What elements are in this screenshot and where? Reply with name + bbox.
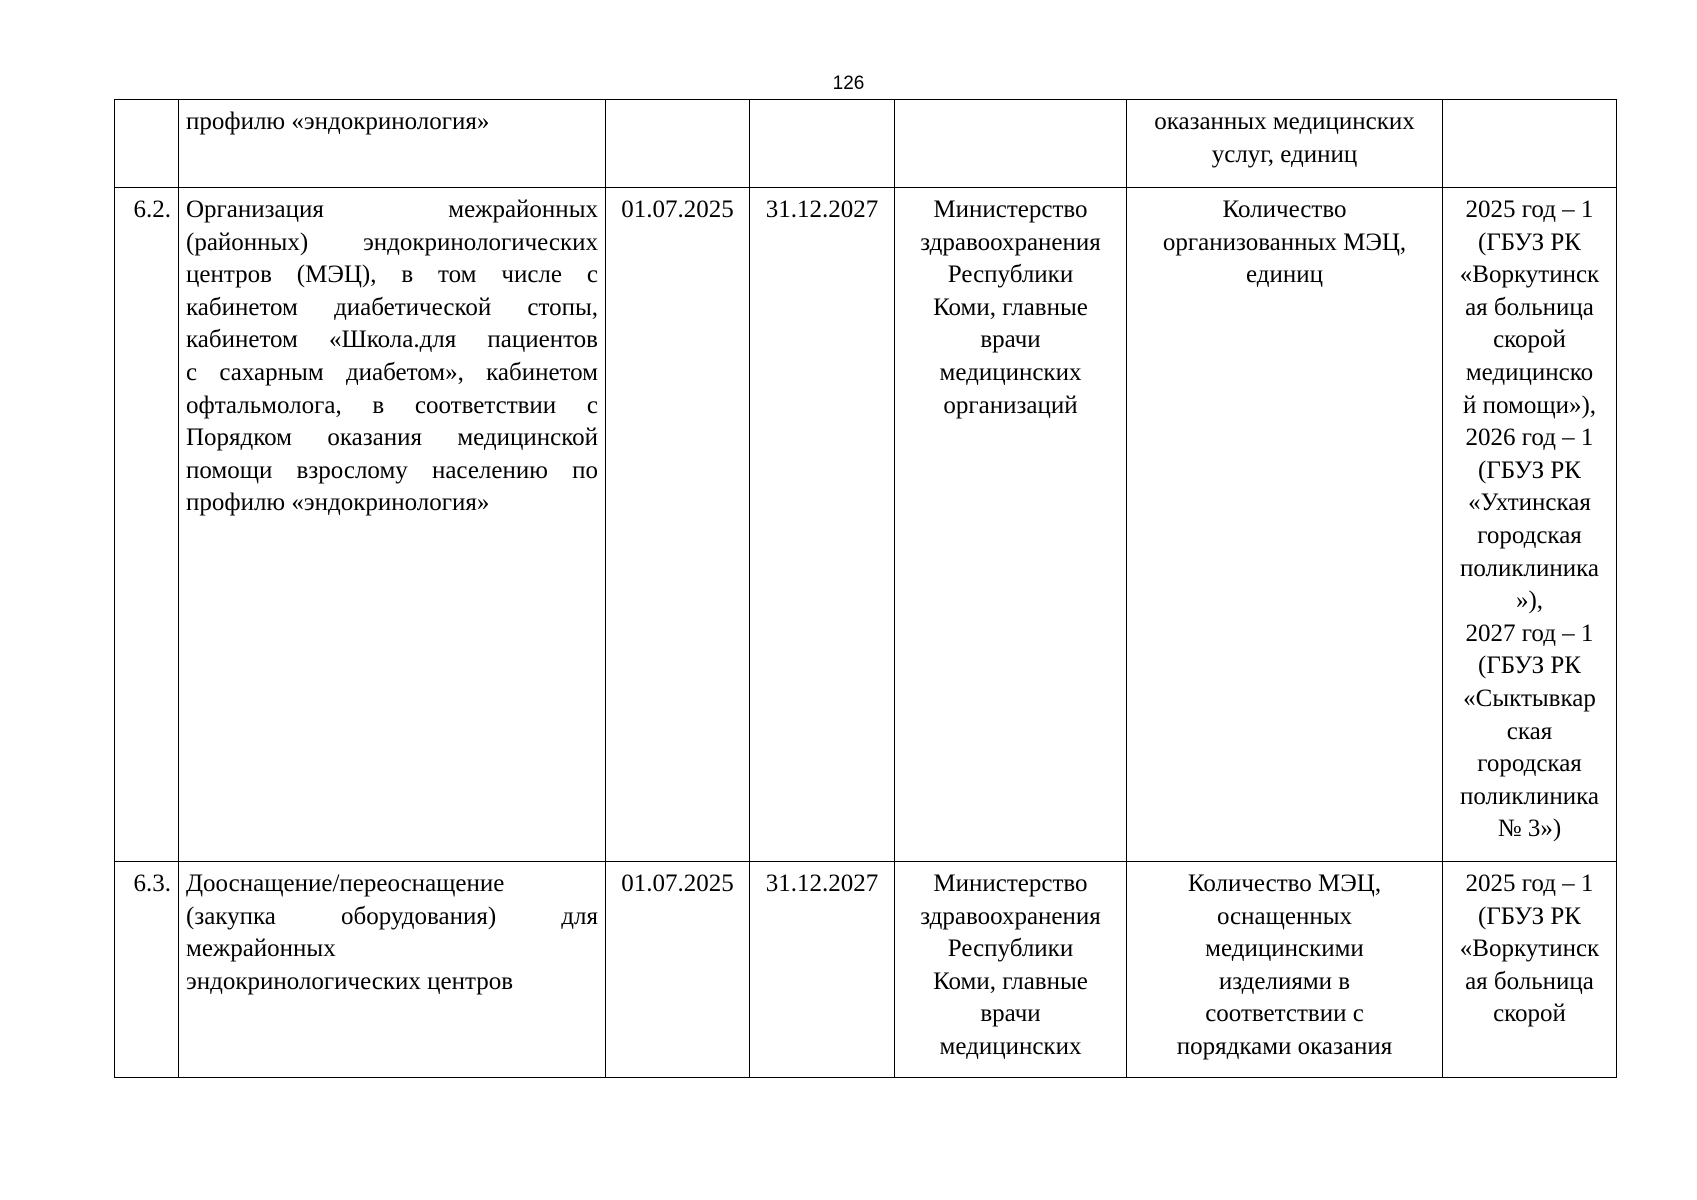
result-line: (ГБУЗ РК	[1478, 228, 1581, 256]
result-line: «Ухтинская	[1468, 489, 1591, 517]
start-date: 01.07.2025	[606, 862, 750, 1078]
indicator-line: соответствии с	[1205, 1000, 1364, 1028]
result-line: ая больница	[1465, 293, 1594, 321]
responsible-line: организаций	[943, 391, 1078, 419]
result	[1443, 188, 1617, 862]
responsible-line: Республики	[947, 935, 1074, 963]
responsible-line: здравоохранения	[920, 228, 1101, 256]
activity-name	[179, 188, 606, 862]
responsible-line: врачи	[980, 1000, 1041, 1028]
result-line: № 3»)	[1497, 815, 1562, 843]
indicator-line: оснащенных	[1216, 902, 1353, 930]
indicator-line: оказанных медицинских	[1154, 108, 1415, 135]
result-line: 2025 год – 1	[1465, 196, 1594, 223]
responsible	[895, 100, 1127, 188]
indicator	[1127, 862, 1443, 1078]
responsible-line: Министерство	[933, 196, 1088, 223]
result-line: скорой	[1493, 1000, 1566, 1028]
result-line: (ГБУЗ РК	[1478, 456, 1581, 484]
activity-name-line: кабинетом «Школа.для пациентов	[186, 326, 598, 354]
indicator-line: порядками оказания	[1176, 1032, 1393, 1060]
indicator-line: Количество МЭЦ,	[1187, 870, 1382, 897]
result	[1443, 100, 1617, 188]
activity-name-line: межрайонных	[186, 935, 336, 963]
responsible-line: здравоохранения	[920, 902, 1101, 930]
row-number: 6.2.	[115, 188, 179, 862]
activity-name-line: с сахарным диабетом», кабинетом	[186, 358, 598, 386]
result-line: поликлиника	[1459, 782, 1600, 810]
activity-name	[179, 862, 606, 1078]
activity-name-line: помощи взрослому населению по	[186, 456, 598, 484]
result-line: ская	[1506, 717, 1553, 745]
responsible-line: Коми, главные	[933, 967, 1088, 995]
result-line: ая больница	[1465, 967, 1594, 995]
activity-name-line: центров (МЭЦ), в том числе с	[186, 261, 598, 289]
end-date: 31.12.2027	[750, 188, 895, 862]
result-line: 2027 год – 1	[1465, 619, 1594, 647]
table-row	[115, 188, 1617, 862]
result-line: (ГБУЗ РК	[1478, 652, 1581, 680]
activity-name-line: (районных) эндокринологических	[186, 228, 598, 256]
page-number: 126	[832, 73, 865, 94]
responsible-line: врачи	[980, 326, 1041, 354]
responsible-line: Коми, главные	[933, 293, 1088, 321]
indicator-line: организованных МЭЦ,	[1162, 228, 1407, 256]
result-line: «Воркутинск	[1459, 935, 1600, 963]
activity-name	[179, 100, 606, 188]
row-number	[115, 100, 179, 188]
responsible-line: медицинских	[939, 358, 1082, 386]
result-line: (ГБУЗ РК	[1478, 902, 1581, 930]
table-row	[115, 862, 1617, 1078]
result-line: 2026 год – 1	[1465, 424, 1594, 452]
indicator-line: медицинскими	[1205, 935, 1364, 963]
result-line: скорой	[1493, 326, 1566, 354]
activity-name-line: кабинетом диабетической стопы,	[186, 293, 598, 321]
indicator	[1127, 188, 1443, 862]
result	[1443, 862, 1617, 1078]
end-date	[750, 100, 895, 188]
indicator-line: единиц	[1245, 261, 1323, 289]
activity-name-line: профилю «эндокринология»	[186, 489, 490, 517]
action-plan-table	[114, 99, 1617, 1078]
result-line: й помощи»),	[1462, 391, 1597, 419]
result-line: городская	[1477, 750, 1582, 778]
result-line: «Воркутинск	[1459, 261, 1600, 289]
start-date: 01.07.2025	[606, 188, 750, 862]
activity-name-line: профилю «эндокринология»	[186, 108, 490, 135]
start-date	[606, 100, 750, 188]
result-line: »),	[1515, 587, 1544, 615]
result-line: городская	[1477, 521, 1582, 549]
activity-name-line: Организация межрайонных	[186, 196, 598, 223]
indicator-line: изделиями в	[1218, 967, 1351, 995]
indicator-line: Количество	[1222, 196, 1347, 223]
responsible	[895, 188, 1127, 862]
responsible	[895, 862, 1127, 1078]
result-line: медицинско	[1465, 358, 1594, 386]
activity-name-line: офтальмолога, в соответствии с	[186, 391, 598, 419]
end-date: 31.12.2027	[750, 862, 895, 1078]
row-number: 6.3.	[115, 862, 179, 1078]
responsible-line: Министерство	[933, 870, 1088, 897]
activity-name-line: эндокринологических центров	[186, 967, 514, 995]
result-line: поликлиника	[1459, 554, 1600, 582]
table-row	[115, 100, 1617, 188]
responsible-line: медицинских	[939, 1032, 1082, 1060]
activity-name-line: Дооснащение/переоснащение	[186, 870, 505, 897]
indicator-line: услуг, единиц	[1211, 140, 1358, 168]
result-line: 2025 год – 1	[1465, 870, 1594, 897]
activity-name-line: (закупка оборудования) для	[186, 902, 598, 930]
indicator	[1127, 100, 1443, 188]
activity-name-line: Порядком оказания медицинской	[186, 424, 598, 452]
responsible-line: Республики	[947, 261, 1074, 289]
result-line: «Сыктывкар	[1463, 684, 1596, 712]
